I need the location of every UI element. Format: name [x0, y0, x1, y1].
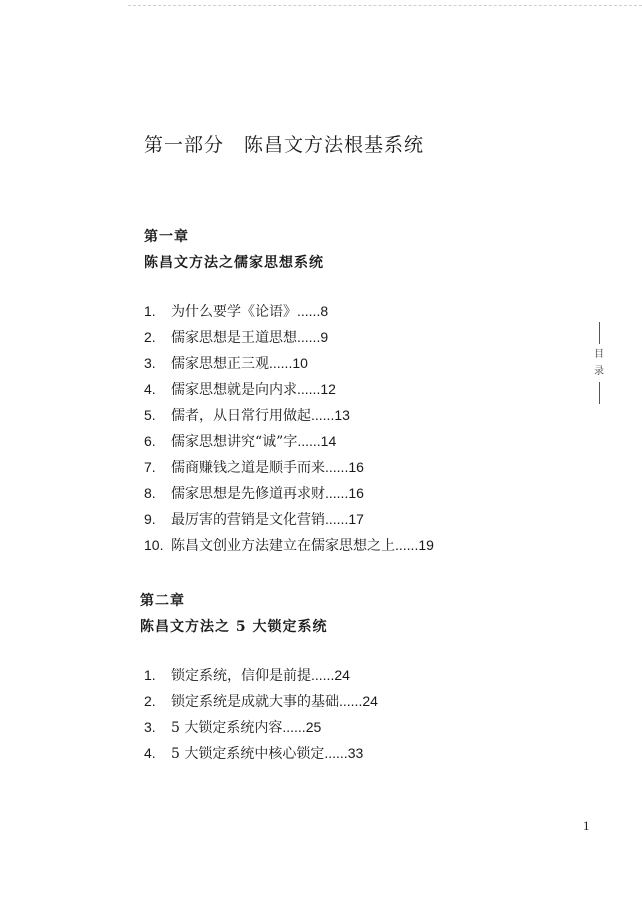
- side-tab-char-1: 目: [594, 349, 604, 360]
- toc-entry[interactable]: [144, 350, 434, 376]
- toc-entry-number: 8.: [144, 485, 156, 501]
- toc-entry-text: 锁定系统，信仰是前提: [171, 668, 311, 684]
- toc-entry[interactable]: [144, 324, 434, 350]
- toc-entry-page: ......33: [324, 745, 364, 761]
- toc-entry-number: 1.: [144, 667, 156, 683]
- toc-entry-text: 儒家思想就是向内求: [171, 382, 297, 398]
- chapter-2-title: 陈昌文方法之 5 大锁定系统: [140, 619, 328, 635]
- chapter-2-toc: [144, 662, 378, 766]
- toc-entry-text: 5 大锁定系统内容: [171, 720, 283, 736]
- toc-entry-number: 2.: [144, 693, 156, 709]
- toc-entry[interactable]: [144, 376, 434, 402]
- toc-entry-text: 儒家思想正三观: [171, 356, 269, 372]
- toc-entry-page: ......17: [325, 511, 364, 527]
- toc-entry[interactable]: [144, 454, 434, 480]
- toc-entry-page: ......24: [311, 667, 350, 683]
- toc-entry-number: 2.: [144, 329, 156, 345]
- part-title: [144, 130, 424, 157]
- page-number: 1: [583, 818, 590, 833]
- toc-entry[interactable]: [144, 428, 434, 454]
- toc-entry-page: ......8: [297, 303, 329, 319]
- side-tab-line-top: [599, 322, 600, 344]
- toc-entry-page: ......13: [311, 407, 350, 423]
- side-tab-marker: [592, 322, 606, 404]
- toc-entry-text: 最厉害的营销是文化营销: [171, 512, 325, 528]
- toc-entry-page: ......25: [282, 719, 322, 735]
- part-label: 第一部分: [144, 134, 225, 156]
- toc-entry[interactable]: [144, 402, 434, 428]
- toc-entry[interactable]: [144, 740, 378, 766]
- toc-entry-text: 儒者，从日常行用做起: [171, 408, 311, 424]
- toc-entry[interactable]: [144, 532, 434, 558]
- chapter-1-title: 陈昌文方法之儒家思想系统: [144, 255, 324, 271]
- toc-entry-text: 为什么要学《论语》: [171, 304, 297, 320]
- toc-entry-page: ......12: [297, 381, 336, 397]
- chapter-1-toc: [144, 298, 434, 558]
- toc-entry[interactable]: [144, 714, 378, 740]
- toc-entry-number: 3.: [144, 719, 156, 735]
- toc-entry-number: 5.: [144, 407, 156, 423]
- toc-entry-page: ......24: [339, 693, 378, 709]
- toc-entry[interactable]: [144, 662, 378, 688]
- toc-entry-page: ......19: [395, 537, 434, 553]
- toc-entry-number: 4.: [144, 381, 156, 397]
- chapter-1-label: 第一章: [144, 229, 189, 245]
- toc-entry-text: 5 大锁定系统中核心锁定: [171, 746, 325, 762]
- part-name: 陈昌文方法根基系统: [244, 134, 425, 156]
- side-tab-line-bottom: [599, 382, 600, 404]
- toc-entry-number: 6.: [144, 433, 156, 449]
- toc-entry-number: 7.: [144, 459, 156, 475]
- toc-entry-page: ......9: [297, 329, 329, 345]
- toc-entry-page: ......16: [325, 485, 364, 501]
- toc-entry-number: 4.: [144, 745, 156, 761]
- top-border-line: [128, 5, 642, 6]
- toc-entry[interactable]: [144, 506, 434, 532]
- toc-entry-number: 1.: [144, 303, 156, 319]
- toc-entry-number: 3.: [144, 355, 156, 371]
- toc-entry-text: 陈昌文创业方法建立在儒家思想之上: [171, 538, 395, 554]
- chapter-2-label: 第二章: [140, 593, 185, 609]
- toc-entry[interactable]: [144, 480, 434, 506]
- toc-entry-page: ......10: [269, 355, 308, 371]
- side-tab-char-2: 录: [594, 366, 604, 377]
- toc-entry-number: 10.: [144, 537, 164, 553]
- toc-entry-text: 儒家思想讲究“诚”字: [171, 434, 298, 450]
- toc-entry-page: ......14: [297, 433, 337, 449]
- toc-entry-text: 儒家思想是先修道再求财: [171, 486, 325, 502]
- toc-entry-number: 9.: [144, 511, 156, 527]
- toc-entry-text: 儒家思想是王道思想: [171, 330, 297, 346]
- toc-entry-page: ......16: [325, 459, 364, 475]
- toc-entry[interactable]: [144, 688, 378, 714]
- toc-entry-text: 儒商赚钱之道是顺手而来: [171, 460, 325, 476]
- toc-entry[interactable]: [144, 298, 434, 324]
- toc-entry-text: 锁定系统是成就大事的基础: [171, 694, 339, 710]
